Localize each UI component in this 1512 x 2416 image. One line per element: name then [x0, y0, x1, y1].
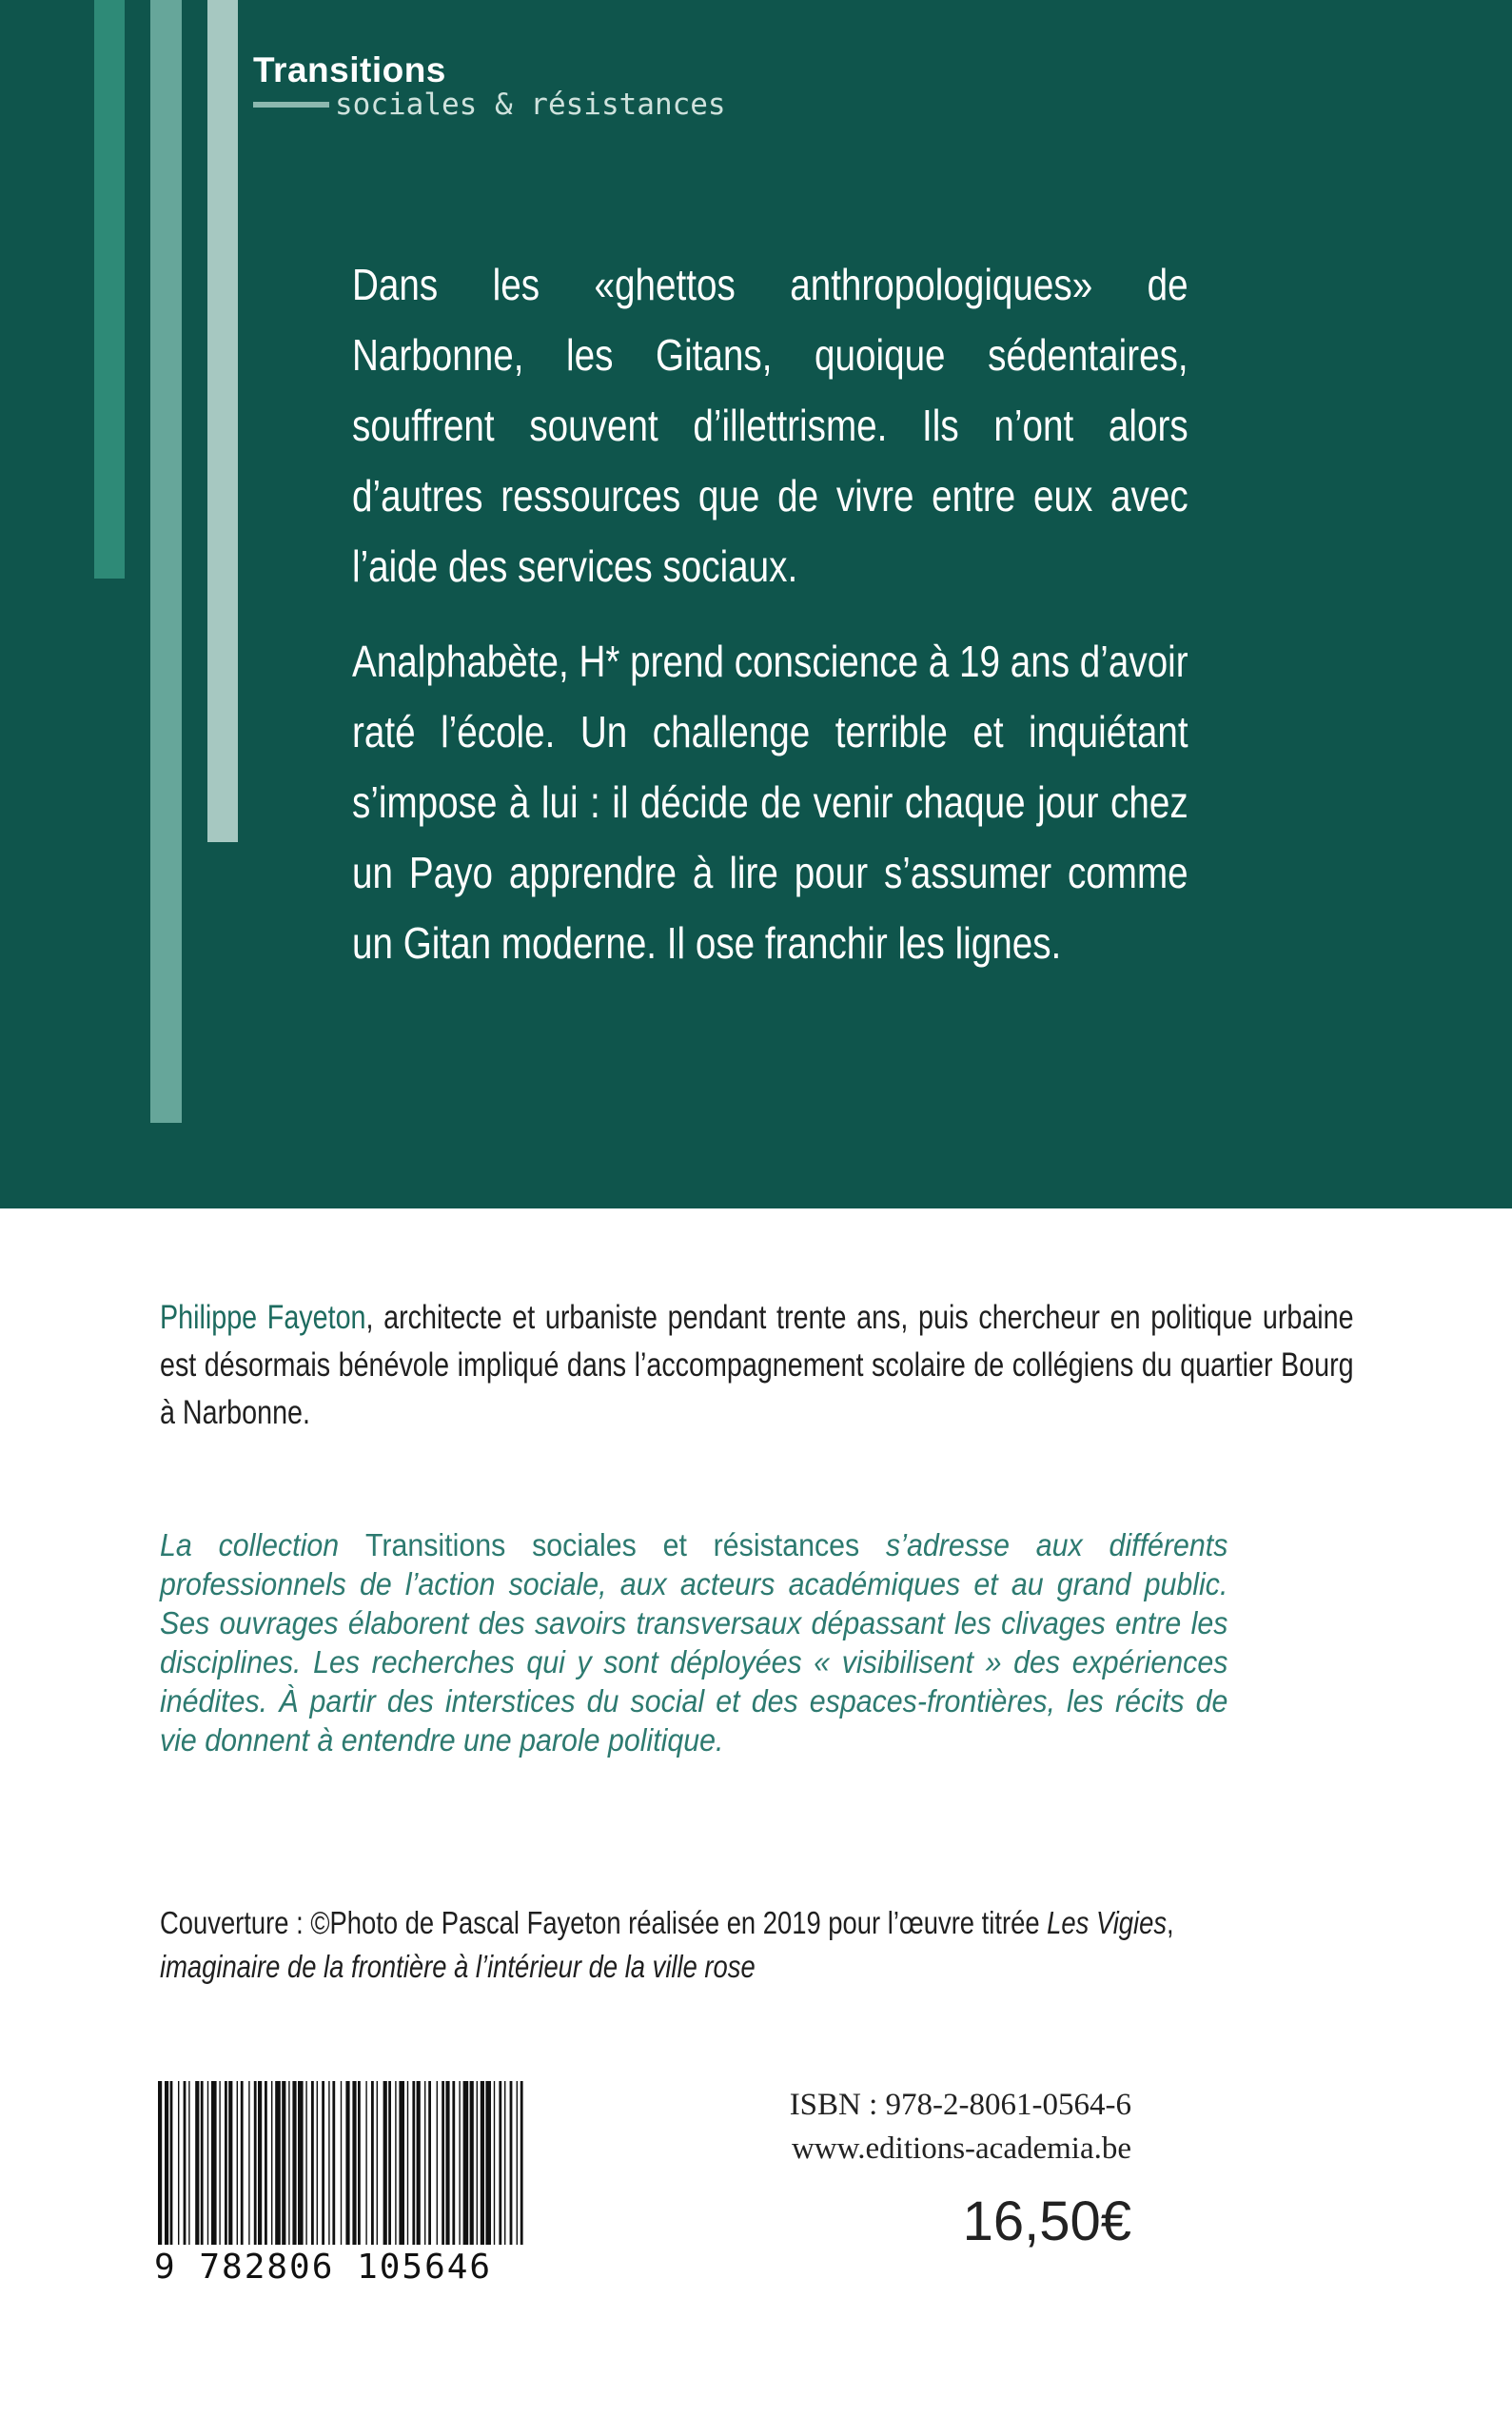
back-cover-blurb: [352, 249, 1188, 1003]
barcode-bar: [275, 2081, 281, 2245]
credit-work-title: Les Vigies: [1047, 1905, 1168, 1940]
barcode-bar: [417, 2081, 421, 2245]
blurb-paragraph-2: Analphabète, H* prend conscience à 19 ans d’avoir raté l’école. Un challenge terrible et inquiétant s’impose à lui : il décide de venir chaque jour chez un Payo apprendre à lire pour s’assumer comme un Gitan moderne. Il ose franchir les lignes.: [352, 637, 1188, 968]
barcode-bar: [520, 2081, 523, 2245]
barcode-bars: [154, 2081, 527, 2245]
barcode-bar: [463, 2081, 469, 2245]
barcode-digits: 9 782806 105646: [154, 2248, 493, 2287]
barcode-bar: [254, 2081, 257, 2245]
barcode-bar: [241, 2081, 244, 2245]
barcode-bar: [292, 2081, 296, 2245]
publisher-website: www.editions-academia.be: [791, 2131, 1131, 2166]
author-bio: [160, 1294, 1354, 1437]
collection-description: [160, 1525, 1227, 1759]
barcode-bar: [207, 2081, 208, 2245]
barcode-bar: [412, 2081, 415, 2245]
barcode-bar: [499, 2081, 501, 2245]
barcode-bar: [452, 2081, 455, 2245]
barcode-bar: [377, 2081, 378, 2245]
barcode-bar: [494, 2081, 495, 2245]
barcode-bar: [442, 2081, 444, 2245]
barcode-bar: [219, 2081, 220, 2245]
decorative-bar-2: [150, 0, 182, 1123]
barcode-bar: [371, 2081, 374, 2245]
barcode-bar: [445, 2081, 449, 2245]
isbn: ISBN : 978-2-8061-0564-6: [789, 2088, 1131, 2122]
series-subtitle: sociales & résistances: [335, 88, 726, 122]
decorative-bar-1: [94, 0, 125, 579]
barcode-bar: [352, 2081, 356, 2245]
series-rule: [253, 102, 329, 108]
barcode-bar: [228, 2081, 232, 2245]
barcode-bar: [282, 2081, 285, 2245]
barcode-bar: [298, 2081, 304, 2245]
barcode-bar: [184, 2081, 187, 2245]
barcode-bar: [170, 2081, 173, 2245]
barcode-bar: [248, 2081, 249, 2245]
barcode-bar: [311, 2081, 314, 2245]
collection-name: Transitions sociales et résistances: [364, 1527, 860, 1562]
barcode-bar: [201, 2081, 204, 2245]
barcode-bar: [428, 2081, 431, 2245]
barcode-bar: [504, 2081, 505, 2245]
barcode-bar: [328, 2081, 329, 2245]
credit-work-subtitle: imaginaire de la frontière à l’intérieur de la ville rose: [160, 1949, 756, 1984]
barcode-bar: [188, 2081, 189, 2245]
collection-text: s’adresse aux différents professionnels de l’action sociale, aux acteurs académiques et au grand public. Ses ouvrages élaborent des savoirs transversaux dépassant les clivages entre les disciplines. Les recherches qui y sont déployées « visibilisent » des expériences inédites. À partir des interstices du social et des espaces-frontières, les récits de vie donnent à entendre une parole politique.: [160, 1527, 1228, 1758]
collection-intro: La collection: [160, 1527, 340, 1562]
author-bio-text: , architecte et urbaniste pendant trente ans, puis chercheur en politique urbaine est désormais bénévole impliqué dans l’accompagnement scolaire de collégiens du quartier Bourg à Narbonne.: [160, 1299, 1354, 1431]
barcode-bar: [322, 2081, 324, 2245]
cover-credit: Couverture : ©Photo de Pascal Fayeton réalisée en 2019 pour l’œuvre titrée Les Vigies, imaginaire de la frontière à l’intérieur de la ville rose: [160, 1905, 1174, 1984]
barcode-bar: [317, 2081, 318, 2245]
barcode-bar: [477, 2081, 478, 2245]
barcode-bar: [424, 2081, 425, 2245]
barcode-bar: [365, 2081, 366, 2245]
series-logo: [253, 49, 726, 122]
barcode-bar: [271, 2081, 272, 2245]
barcode-bar: [258, 2081, 262, 2245]
barcode-bar: [195, 2081, 199, 2245]
barcode-bar: [237, 2081, 238, 2245]
barcode-bar: [211, 2081, 217, 2245]
barcode-bar: [345, 2081, 349, 2245]
price: 16,50€: [962, 2190, 1131, 2252]
barcode-bar: [383, 2081, 387, 2245]
barcode-bar: [178, 2081, 179, 2245]
barcode-bar: [485, 2081, 491, 2245]
credit-prefix: Couverture : ©Photo de Pascal Fayeton réalisée en 2019 pour l’œuvre titrée: [160, 1905, 1040, 1940]
barcode-bar: [341, 2081, 342, 2245]
barcode-bar: [510, 2081, 513, 2245]
barcode-bar: [388, 2081, 391, 2245]
barcode-bar: [399, 2081, 404, 2245]
decorative-bar-3: [207, 0, 238, 842]
barcode-bar: [470, 2081, 474, 2245]
barcode-bar: [358, 2081, 361, 2245]
barcode-bar: [459, 2081, 460, 2245]
barcode-bar: [288, 2081, 289, 2245]
barcode-bar: [165, 2081, 168, 2245]
barcode-bar: [305, 2081, 306, 2245]
barcode-bar: [481, 2081, 484, 2245]
barcode-bar: [395, 2081, 396, 2245]
barcode-bar: [332, 2081, 335, 2245]
barcode-bar: [225, 2081, 227, 2245]
author-name: Philippe Fayeton: [160, 1299, 366, 1336]
blurb-paragraph-1: Dans les «ghettos anthropologiques» de Narbonne, les Gitans, quoique sédentaires, souffrent souvent d’illettrisme. Ils n’ont alors d’autres ressources que de vivre entre eux avec l’aide des services sociaux.: [352, 260, 1188, 591]
barcode-bar: [517, 2081, 518, 2245]
barcode-bar: [407, 2081, 408, 2245]
series-title: Transitions: [253, 50, 446, 89]
barcode-bar: [437, 2081, 438, 2245]
barcode-bar: [265, 2081, 267, 2245]
barcode-bar: [158, 2081, 162, 2245]
